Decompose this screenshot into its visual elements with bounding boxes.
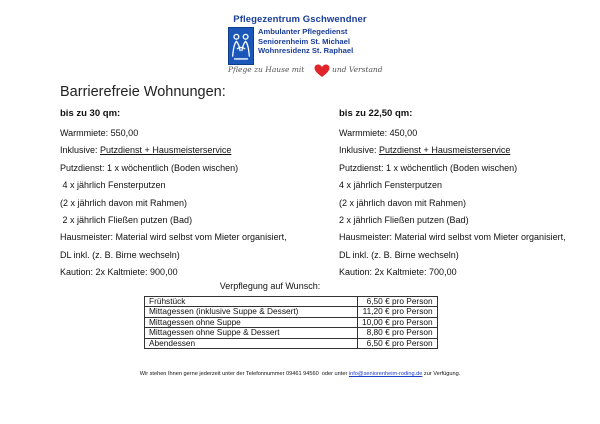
inklusive-prefix: Inklusive: [339,145,380,156]
fliesen-putzen: 2 x jährlich Fließen putzen (Bad) [339,214,469,225]
slogan-left: Pflege zu Hause mit [228,65,305,74]
meal-price: 11,20 € pro Person [358,307,438,317]
meal-name: Mittagessen ohne Suppe [145,317,358,327]
kaution: Kaution: 2x Kaltmiete: 700,00 [339,267,457,278]
logo-title: Pflegezentrum Gschwendner [233,14,367,25]
rahmen: (2 x jährlich davon mit Rahmen) [339,197,467,208]
fliesen-putzen: 2 x jährlich Fließen putzen (Bad) [60,214,193,225]
meal-name: Abendessen [145,338,358,348]
rahmen: (2 x jährlich davon mit Rahmen) [60,197,188,208]
verpflegung-title-text: Verpflegung auf Wunsch: [219,281,321,291]
fensterputzen: 4 x jährlich Fensterputzen [339,180,443,191]
footer-text-before: Wir stehen Ihnen gerne jederzeit unter der Telefonnummer 09461 94560 oder unter [139,371,349,377]
meal-name: Mittagessen (inklusive Suppe & Dessert) [145,307,358,317]
meal-price: 6,50 € pro Person [358,338,438,348]
logo-line-2: Seniorenheim St. Michael [258,36,350,46]
logo-emblem-icon [228,27,254,65]
email-link[interactable]: info@seniorenheim-roding.de [348,371,423,377]
warmmiete: Warmmiete: 450,00 [339,128,418,138]
table-row [145,328,438,338]
inklusive-services: Putzdienst + Hausmeisterservice [379,145,511,156]
meal-name: Frühstück [145,297,358,307]
table-row [145,317,438,327]
slogan-right: und Verstand [332,65,383,74]
inklusive-line [339,142,589,159]
warmmiete: Warmmiete: 550,00 [60,128,139,138]
page-heading: Barrierefreie Wohnungen: [60,84,226,100]
verpflegung-title [0,281,600,291]
hausmeister: Hausmeister: Material wird selbst vom Mieter organisiert, [339,232,566,243]
table-row [145,338,438,348]
logo-lines [258,27,370,56]
putzdienst: Putzdienst: 1 x wöchentlich (Boden wischen) [60,162,239,173]
dl-inkl: DL inkl. (z. B. Birne wechseln) [339,249,459,260]
meal-price: 8,80 € pro Person [358,328,438,338]
apartment-size-title: bis zu 30 qm: [60,108,121,119]
apartment-size-title: bis zu 22,50 qm: [339,108,413,119]
meal-name: Mittagessen ohne Suppe & Dessert [145,328,358,338]
verpflegung-table [144,296,438,349]
footer-text-after: zur Verfügung. [422,371,461,377]
table-row [145,297,438,307]
meal-price: 6,50 € pro Person [358,297,438,307]
meal-price: 10,00 € pro Person [358,317,438,327]
logo-line-1: Ambulanter Pflegedienst [258,27,348,36]
dl-inkl: DL inkl. (z. B. Birne wechseln) [60,249,180,260]
hausmeister: Hausmeister: Material wird selbst vom Mieter organisiert, [60,232,287,243]
fensterputzen: 4 x jährlich Fensterputzen [60,180,166,191]
inklusive-prefix: Inklusive: [60,145,101,156]
logo [228,27,372,65]
logo-slogan [226,65,383,79]
heart-icon [314,64,330,78]
logo-line-3: Wohnresidenz St. Raphael [258,46,354,55]
contact-footer [0,371,600,377]
apartment-left [60,105,310,282]
kaution: Kaution: 2x Kaltmiete: 900,00 [60,267,178,278]
apartment-right [339,105,589,282]
inklusive-services: Putzdienst + Hausmeisterservice [100,145,232,156]
putzdienst: Putzdienst: 1 x wöchentlich (Boden wischen) [339,162,518,173]
table-row [145,307,438,317]
inklusive-line [60,142,310,159]
